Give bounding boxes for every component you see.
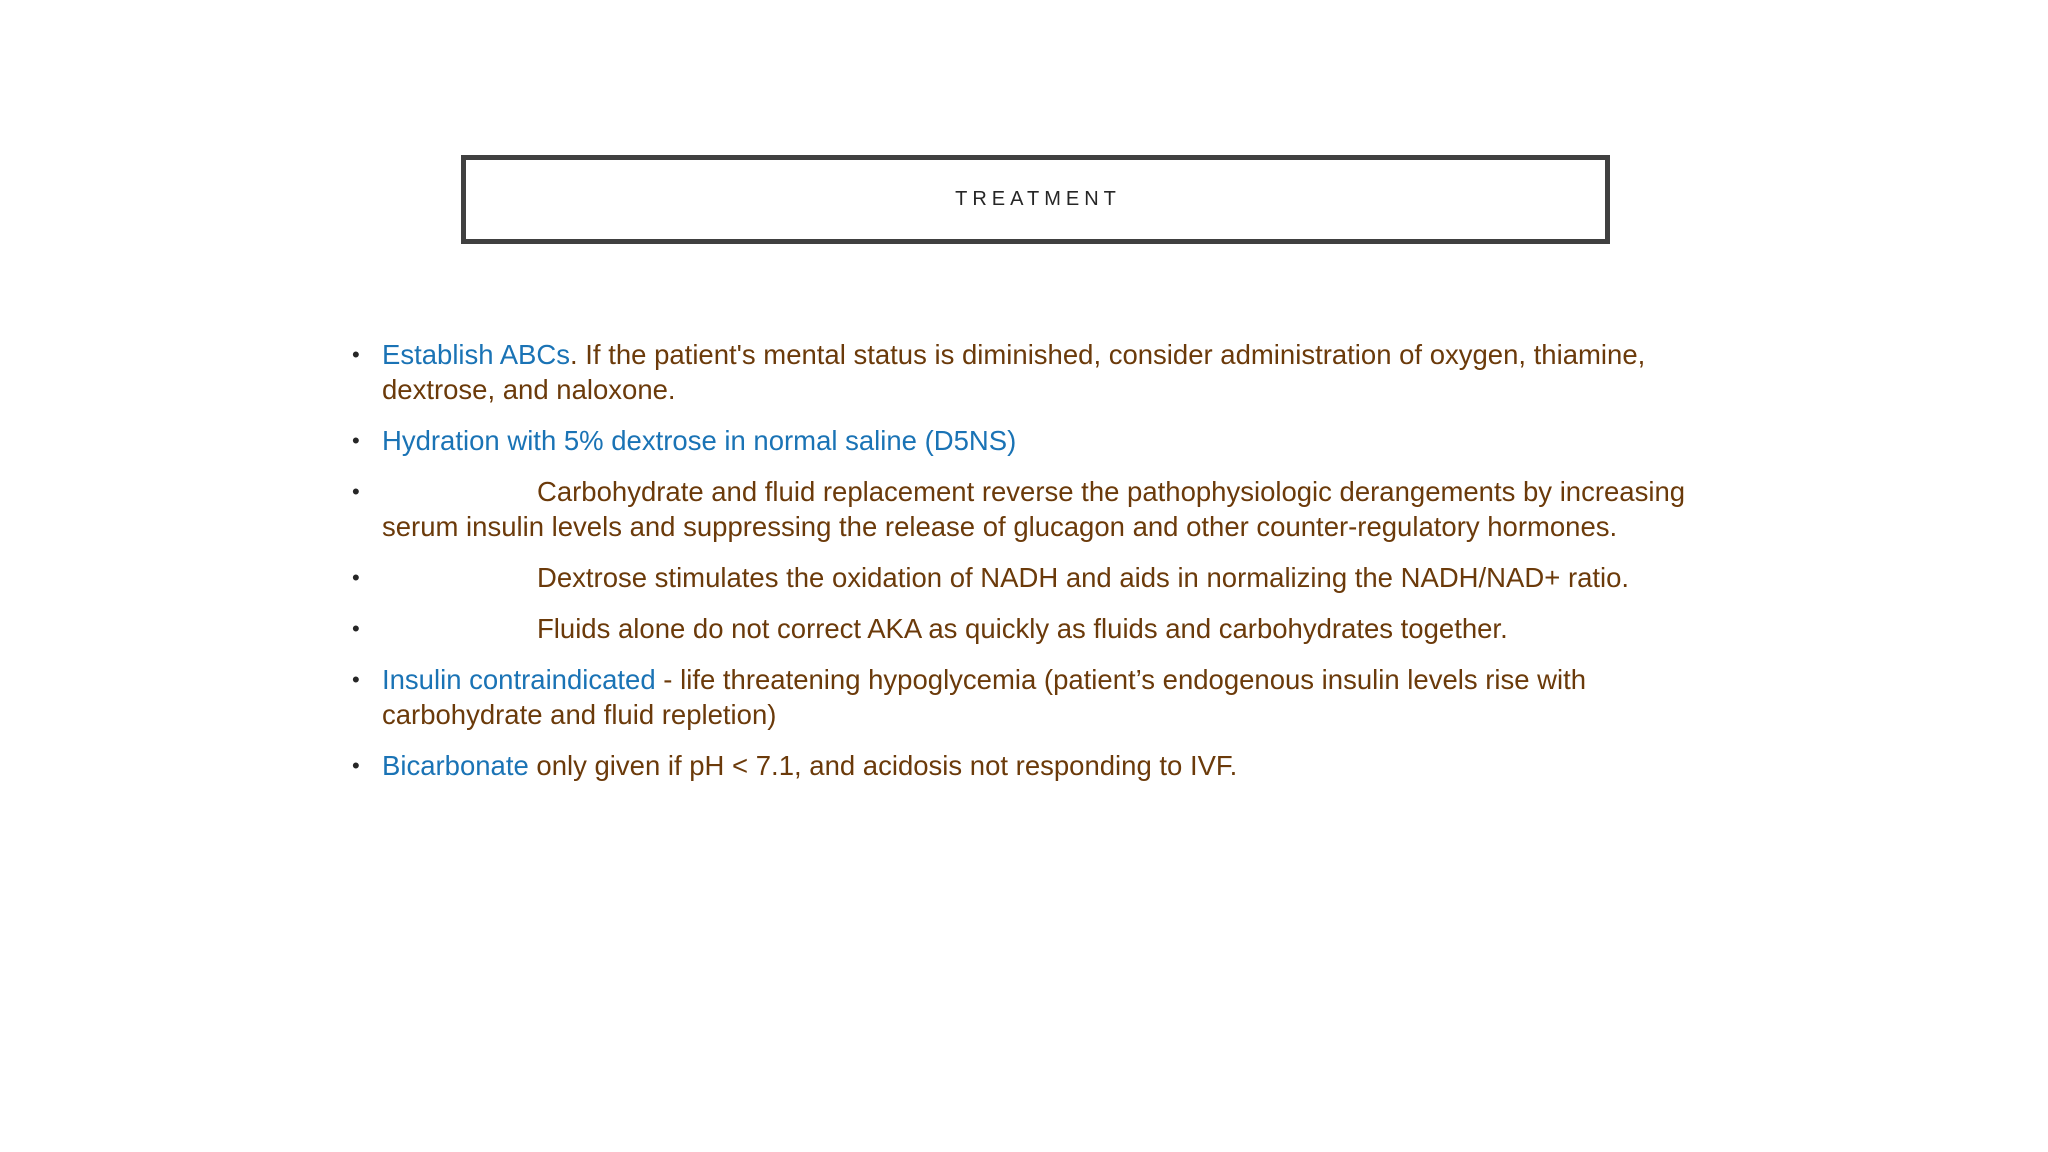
slide-title: TREATMENT — [955, 188, 1121, 210]
bullet-item — [352, 560, 1722, 595]
bullet-dot-icon: • — [352, 667, 360, 692]
bullet-dot-icon: • — [352, 616, 360, 641]
bullet-item — [352, 423, 1722, 458]
bullet-highlight: Insulin contraindicated — [382, 664, 656, 695]
bullet-highlight: Bicarbonate — [382, 750, 529, 781]
bullet-dot-icon: • — [352, 342, 360, 367]
bullet-item — [352, 611, 1722, 646]
bullet-list — [352, 337, 1722, 799]
bullet-text: - life threatening hypoglycemia (patient’s endogenous insulin levels rise with carbohydrate and fluid repletion) — [382, 664, 1587, 730]
bullet-dot-icon: • — [352, 428, 360, 453]
title-box — [461, 155, 1610, 244]
bullet-dot-icon: • — [352, 565, 360, 590]
bullet-text: . If the patient's mental status is diminished, consider administration of oxygen, thiamine, dextrose, and naloxone. — [382, 339, 1646, 405]
bullet-highlight: Hydration with 5% dextrose in normal saline (D5NS) — [382, 425, 1017, 456]
bullet-dot-icon: • — [352, 479, 360, 504]
bullet-text: Carbohydrate and fluid replacement reverse the pathophysiologic derangements by increasing serum insulin levels and suppressing the release of glucagon and other counter-regulatory hormones. — [382, 476, 1686, 542]
bullet-item — [352, 748, 1722, 783]
bullet-item — [352, 337, 1722, 407]
bullet-item — [352, 662, 1722, 732]
bullet-text: Dextrose stimulates the oxidation of NADH and aids in normalizing the NADH/NAD+ ratio. — [537, 562, 1630, 593]
bullet-text: only given if pH < 7.1, and acidosis not responding to IVF. — [528, 750, 1238, 781]
bullet-highlight: Establish ABCs — [382, 339, 571, 370]
bullet-item — [352, 474, 1722, 544]
bullet-text: Fluids alone do not correct AKA as quickly as fluids and carbohydrates together. — [537, 613, 1508, 644]
bullet-dot-icon: • — [352, 753, 360, 778]
